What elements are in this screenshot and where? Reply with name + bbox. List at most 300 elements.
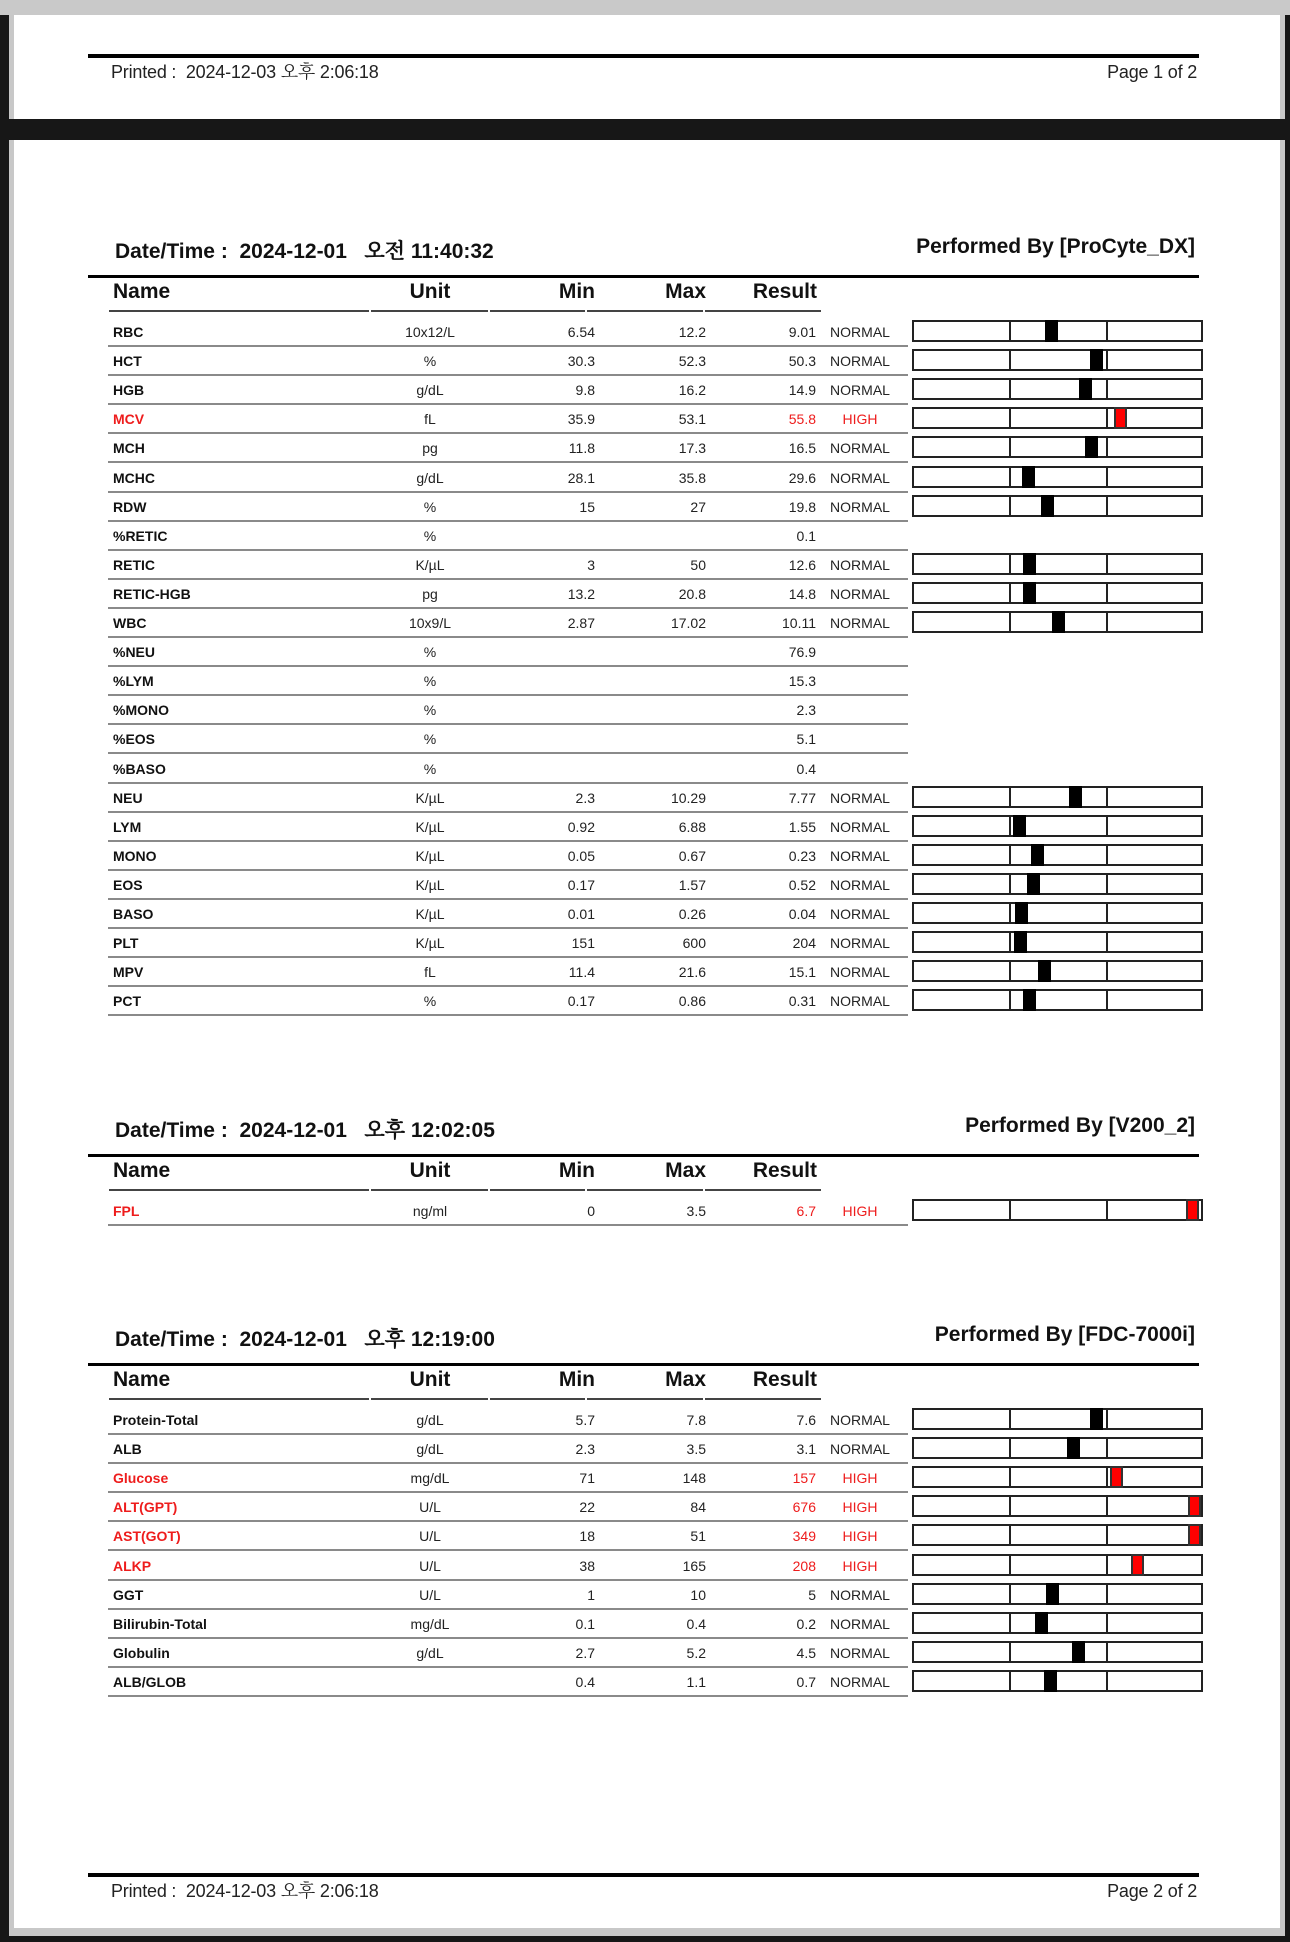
- cell-flag: NORMAL: [830, 847, 890, 864]
- gauge-max-divider: [1106, 875, 1108, 893]
- table-row: [0, 1493, 1290, 1522]
- range-gauge: [912, 873, 1203, 895]
- table-row: [0, 609, 1290, 638]
- gauge-max-divider: [1106, 409, 1108, 427]
- table-row: [0, 405, 1290, 434]
- gauge-marker: [1052, 611, 1065, 633]
- cell-max: 50: [690, 556, 706, 573]
- cell-name: Glucose: [113, 1470, 169, 1487]
- cell-unit: K/µL: [415, 847, 445, 864]
- table-row: [0, 1197, 1290, 1226]
- gauge-min-divider: [1009, 846, 1011, 864]
- gauge-marker: [1090, 1408, 1103, 1430]
- gauge-marker: [1015, 902, 1028, 924]
- gauge-marker: [1069, 786, 1082, 808]
- cell-max: 0.4: [686, 1615, 706, 1632]
- header-underline: [371, 310, 488, 312]
- cell-flag: NORMAL: [830, 1673, 890, 1690]
- range-gauge: [912, 1495, 1203, 1517]
- cell-name: %BASO: [113, 760, 166, 777]
- cell-flag: NORMAL: [830, 993, 890, 1010]
- table-row: [0, 376, 1290, 405]
- gauge-max-divider: [1106, 1468, 1108, 1486]
- gauge-marker: [1085, 436, 1098, 458]
- cell-name: MCHC: [113, 469, 155, 486]
- range-gauge: [912, 1408, 1203, 1430]
- cell-max: 3.5: [686, 1441, 706, 1458]
- cell-max: 0.67: [678, 847, 706, 864]
- cell-flag: NORMAL: [830, 935, 890, 952]
- section-datetime: [115, 1114, 495, 1144]
- gauge-marker: [1013, 815, 1026, 837]
- column-header-result: Result: [752, 280, 817, 303]
- column-header-max: Max: [665, 1159, 706, 1182]
- cell-result: 676: [792, 1499, 816, 1516]
- printed-label: Printed :: [111, 1881, 177, 1901]
- gauge-min-divider: [1009, 1585, 1011, 1603]
- gauge-min-divider: [1009, 875, 1011, 893]
- gauge-max-divider: [1106, 555, 1108, 573]
- column-header-unit: Unit: [409, 280, 451, 303]
- header-underline: [109, 1398, 369, 1400]
- gauge-min-divider: [1009, 1643, 1011, 1661]
- range-gauge: [912, 815, 1203, 837]
- gauge-min-divider: [1009, 438, 1011, 456]
- cell-flag: NORMAL: [830, 469, 890, 486]
- range-gauge: [912, 378, 1203, 400]
- cell-result: 204: [792, 935, 816, 952]
- cell-result: 7.77: [788, 789, 816, 806]
- gauge-max-divider: [1106, 1585, 1108, 1603]
- cell-flag: HIGH: [842, 1470, 878, 1487]
- gauge-min-divider: [1009, 555, 1011, 573]
- gauge-marker: [1023, 553, 1036, 575]
- gauge-max-divider: [1106, 380, 1108, 398]
- range-gauge: [912, 553, 1203, 575]
- gauge-min-divider: [1009, 788, 1011, 806]
- cell-name: Protein-Total: [113, 1412, 199, 1428]
- header-underline: [705, 310, 821, 312]
- gauge-max-divider: [1106, 1410, 1108, 1428]
- table-row: [0, 522, 1290, 551]
- cell-result: 5.1: [796, 731, 816, 748]
- table-row: [0, 1668, 1290, 1697]
- header-underline: [371, 1189, 488, 1191]
- gauge-marker: [1114, 407, 1127, 429]
- cell-unit: K/µL: [415, 906, 445, 922]
- cell-min: 6.54: [567, 324, 595, 340]
- cell-unit: U/L: [419, 1586, 441, 1603]
- table-row: [0, 1552, 1290, 1581]
- row-divider: [108, 1695, 908, 1697]
- cell-min: 0.17: [567, 876, 595, 893]
- cell-flag: NORMAL: [830, 382, 890, 399]
- cell-max: 21.6: [678, 964, 706, 981]
- cell-min: 15: [579, 498, 595, 515]
- gauge-min-divider: [1009, 351, 1011, 369]
- gauge-min-divider: [1009, 817, 1011, 835]
- header-underline: [490, 310, 585, 312]
- range-gauge: [912, 582, 1203, 604]
- cell-result: 14.8: [788, 585, 816, 602]
- gauge-max-divider: [1106, 1497, 1108, 1515]
- cell-min: 71: [579, 1470, 595, 1487]
- cell-result: 157: [792, 1470, 816, 1487]
- gauge-marker: [1110, 1466, 1123, 1488]
- cell-unit: K/µL: [415, 876, 445, 893]
- table-row: [0, 725, 1290, 754]
- gauge-marker: [1038, 960, 1051, 982]
- cell-result: 0.23: [788, 847, 816, 864]
- performed-by: Performed By [FDC-7000i]: [934, 1323, 1195, 1346]
- cell-min: 151: [571, 935, 595, 952]
- section-datetime: [115, 1323, 495, 1353]
- table-row: [0, 1581, 1290, 1610]
- performed-by: Performed By [ProCyte_DX]: [916, 235, 1195, 258]
- column-header-name: Name: [113, 1368, 171, 1391]
- table-row: [0, 1435, 1290, 1464]
- column-header-result: Result: [752, 1368, 817, 1391]
- cell-result: 349: [792, 1528, 816, 1545]
- page-number: Page 2 of 2: [1107, 1881, 1197, 1901]
- cell-name: %EOS: [113, 731, 156, 748]
- cell-unit: 10x12/L: [405, 324, 455, 340]
- gauge-marker: [1072, 1641, 1085, 1663]
- cell-name: %LYM: [113, 673, 154, 690]
- header-underline: [109, 310, 369, 312]
- cell-max: 27: [690, 498, 706, 515]
- cell-name: RDW: [113, 498, 147, 515]
- range-gauge: [912, 1199, 1203, 1221]
- table-row: [0, 551, 1290, 580]
- cell-flag: NORMAL: [830, 585, 890, 602]
- cell-max: 600: [682, 935, 706, 952]
- table-row: [0, 1522, 1290, 1551]
- cell-max: 84: [690, 1499, 706, 1516]
- cell-result: 208: [792, 1557, 816, 1574]
- cell-name: PLT: [113, 935, 139, 952]
- cell-min: 1: [587, 1586, 595, 1603]
- page-number: Page 1 of 2: [1107, 62, 1197, 82]
- column-header-name: Name: [113, 280, 171, 303]
- cell-name: ALB: [113, 1441, 142, 1458]
- table-row: [0, 318, 1290, 347]
- gauge-max-divider: [1106, 788, 1108, 806]
- cell-min: 35.9: [567, 411, 595, 428]
- range-gauge: [912, 931, 1203, 953]
- gauge-min-divider: [1009, 322, 1011, 340]
- cell-result: 12.6: [788, 556, 816, 573]
- cell-max: 10.29: [670, 789, 706, 806]
- cell-flag: NORMAL: [830, 876, 890, 893]
- gauge-min-divider: [1009, 1497, 1011, 1515]
- header-underline: [705, 1398, 821, 1400]
- table-row: [0, 929, 1290, 958]
- cell-min: 22: [579, 1499, 595, 1516]
- section-rule: [88, 275, 1199, 278]
- cell-min: 0.92: [567, 818, 595, 835]
- gauge-min-divider: [1009, 1468, 1011, 1486]
- cell-max: 52.3: [678, 353, 706, 370]
- datetime-value: 2024-12-01 오후 12:19:00: [239, 1328, 495, 1351]
- column-header-max: Max: [665, 1368, 706, 1391]
- cell-flag: NORMAL: [830, 1441, 890, 1458]
- table-row: [0, 755, 1290, 784]
- gauge-marker: [1014, 931, 1027, 953]
- cell-result: 29.6: [788, 469, 816, 486]
- table-row: [0, 1406, 1290, 1435]
- cell-min: 11.8: [568, 440, 595, 457]
- cell-name: MONO: [113, 847, 157, 864]
- cell-min: 38: [579, 1557, 595, 1574]
- header-underline: [587, 1398, 703, 1400]
- cell-max: 1.57: [678, 876, 706, 893]
- cell-name: RBC: [113, 324, 144, 340]
- column-header-name: Name: [113, 1159, 171, 1182]
- cell-unit: %: [423, 498, 437, 515]
- gauge-max-divider: [1106, 1672, 1108, 1690]
- page-1-printed: [111, 58, 379, 84]
- gauge-max-divider: [1106, 1614, 1108, 1632]
- cell-name: RETIC: [113, 556, 155, 573]
- gauge-max-divider: [1106, 904, 1108, 922]
- cell-max: 0.86: [678, 993, 706, 1010]
- cell-unit: mg/dL: [410, 1615, 450, 1632]
- row-divider: [108, 1224, 908, 1226]
- cell-result: 0.04: [788, 906, 816, 922]
- cell-name: HGB: [113, 382, 145, 399]
- cell-flag: NORMAL: [830, 1586, 890, 1603]
- performed-by: Performed By [V200_2]: [965, 1114, 1195, 1137]
- cell-result: 55.8: [788, 411, 816, 428]
- cell-unit: %: [423, 731, 437, 748]
- cell-flag: NORMAL: [830, 556, 890, 573]
- cell-max: 16.2: [678, 382, 706, 399]
- cell-name: ALT(GPT): [113, 1499, 178, 1516]
- header-underline: [490, 1189, 585, 1191]
- cell-flag: NORMAL: [830, 789, 890, 806]
- cell-min: 9.8: [575, 382, 595, 399]
- cell-max: 7.8: [686, 1412, 706, 1428]
- gauge-marker: [1188, 1495, 1201, 1517]
- gauge-max-divider: [1106, 497, 1108, 515]
- column-header-unit: Unit: [409, 1159, 451, 1182]
- cell-min: 0: [587, 1203, 595, 1219]
- cell-name: MCH: [113, 440, 145, 457]
- range-gauge: [912, 902, 1203, 924]
- cell-unit: g/dL: [416, 1412, 444, 1428]
- gauge-marker: [1079, 378, 1092, 400]
- gauge-marker: [1131, 1554, 1144, 1576]
- gauge-marker: [1186, 1199, 1199, 1221]
- cell-unit: %: [423, 760, 437, 777]
- cell-min: 2.3: [575, 789, 595, 806]
- range-gauge: [912, 1612, 1203, 1634]
- cell-flag: NORMAL: [830, 1615, 890, 1632]
- range-gauge: [912, 786, 1203, 808]
- cell-max: 3.5: [686, 1203, 706, 1219]
- range-gauge: [912, 611, 1203, 633]
- cell-unit: %: [423, 673, 437, 690]
- cell-max: 1.1: [686, 1673, 706, 1690]
- cell-name: NEU: [113, 789, 143, 806]
- header-underline: [109, 1189, 369, 1191]
- cell-result: 15.1: [788, 964, 816, 981]
- cell-unit: fL: [424, 964, 436, 981]
- gauge-max-divider: [1106, 1556, 1108, 1574]
- header-underline: [705, 1189, 821, 1191]
- gauge-max-divider: [1106, 1201, 1108, 1219]
- printed-value: 2024-12-03 오후 2:06:18: [185, 1881, 379, 1901]
- gauge-max-divider: [1106, 933, 1108, 951]
- gauge-min-divider: [1009, 1672, 1011, 1690]
- cell-min: 0.4: [575, 1673, 595, 1690]
- gauge-min-divider: [1009, 1526, 1011, 1544]
- range-gauge: [912, 407, 1203, 429]
- gauge-min-divider: [1009, 1556, 1011, 1574]
- range-gauge: [912, 1670, 1203, 1692]
- cell-name: PCT: [113, 993, 141, 1010]
- cell-unit: g/dL: [416, 382, 444, 399]
- table-row: [0, 464, 1290, 493]
- cell-name: Globulin: [113, 1644, 170, 1661]
- page-2-printed: [111, 1877, 379, 1903]
- cell-result: 0.31: [788, 993, 816, 1010]
- cell-min: 30.3: [567, 353, 595, 370]
- gauge-marker: [1044, 1670, 1057, 1692]
- cell-unit: g/dL: [416, 469, 444, 486]
- column-header-min: Min: [558, 280, 595, 303]
- cell-result: 4.5: [796, 1644, 816, 1661]
- gauge-min-divider: [1009, 613, 1011, 631]
- printed-value: 2024-12-03 오후 2:06:18: [185, 62, 379, 82]
- cell-result: 0.7: [796, 1673, 816, 1690]
- cell-result: 14.9: [788, 382, 816, 399]
- gauge-min-divider: [1009, 380, 1011, 398]
- cell-unit: fL: [424, 411, 436, 428]
- cell-result: 10.11: [782, 615, 816, 631]
- cell-max: 10: [690, 1586, 706, 1603]
- cell-max: 6.88: [678, 818, 706, 835]
- table-row: [0, 813, 1290, 842]
- cell-unit: K/µL: [415, 789, 445, 806]
- gauge-max-divider: [1106, 613, 1108, 631]
- gauge-marker: [1188, 1524, 1201, 1546]
- gauge-max-divider: [1106, 846, 1108, 864]
- table-row: [0, 1464, 1290, 1493]
- cell-max: 51: [690, 1528, 706, 1545]
- cell-result: 9.01: [788, 324, 816, 340]
- cell-max: 148: [682, 1470, 706, 1487]
- cell-unit: %: [423, 527, 437, 544]
- gauge-max-divider: [1106, 584, 1108, 602]
- cell-flag: NORMAL: [830, 964, 890, 981]
- cell-result: 16.5: [788, 440, 816, 457]
- cell-max: 17.3: [678, 440, 706, 457]
- gauge-min-divider: [1009, 1201, 1011, 1219]
- range-gauge: [912, 1437, 1203, 1459]
- table-row: [0, 347, 1290, 376]
- range-gauge: [912, 1554, 1203, 1576]
- cell-name: FPL: [113, 1203, 140, 1219]
- gauge-marker: [1045, 320, 1058, 342]
- cell-max: 53.1: [678, 411, 706, 428]
- gauge-max-divider: [1106, 468, 1108, 486]
- cell-result: 15.3: [788, 673, 816, 690]
- gauge-min-divider: [1009, 962, 1011, 980]
- datetime-value: 2024-12-01 오전 11:40:32: [239, 240, 494, 263]
- cell-flag: HIGH: [842, 411, 878, 428]
- range-gauge: [912, 320, 1203, 342]
- gauge-min-divider: [1009, 497, 1011, 515]
- cell-min: 13.2: [567, 585, 595, 602]
- gauge-max-divider: [1106, 438, 1108, 456]
- cell-unit: g/dL: [416, 1644, 444, 1661]
- cell-unit: %: [423, 993, 437, 1010]
- cell-flag: NORMAL: [830, 906, 890, 922]
- cell-name: %NEU: [113, 644, 156, 661]
- cell-min: 0.1: [575, 1615, 595, 1632]
- table-row: [0, 493, 1290, 522]
- viewer-top-band: [0, 0, 1290, 15]
- table-row: [0, 1639, 1290, 1668]
- range-gauge: [912, 989, 1203, 1011]
- gauge-min-divider: [1009, 991, 1011, 1009]
- range-gauge: [912, 349, 1203, 371]
- cell-flag: HIGH: [842, 1528, 878, 1545]
- cell-name: ALB/GLOB: [113, 1673, 187, 1690]
- cell-name: AST(GOT): [113, 1528, 181, 1545]
- cell-result: 0.1: [796, 527, 816, 544]
- cell-flag: NORMAL: [830, 1412, 890, 1428]
- range-gauge: [912, 1583, 1203, 1605]
- column-header-max: Max: [665, 280, 706, 303]
- table-row: [0, 1610, 1290, 1639]
- gauge-min-divider: [1009, 409, 1011, 427]
- range-gauge: [912, 495, 1203, 517]
- cell-name: %MONO: [113, 702, 169, 719]
- cell-unit: pg: [422, 440, 438, 457]
- range-gauge: [912, 1466, 1203, 1488]
- gauge-min-divider: [1009, 1410, 1011, 1428]
- gauge-min-divider: [1009, 1614, 1011, 1632]
- cell-min: 0.05: [567, 847, 595, 864]
- cell-unit: U/L: [419, 1499, 441, 1516]
- datetime-value: 2024-12-01 오후 12:02:05: [239, 1119, 495, 1142]
- cell-unit: K/µL: [415, 935, 445, 952]
- range-gauge: [912, 844, 1203, 866]
- range-gauge: [912, 1641, 1203, 1663]
- gauge-marker: [1041, 495, 1054, 517]
- cell-flag: NORMAL: [830, 615, 890, 631]
- cell-result: 6.7: [796, 1203, 816, 1219]
- cell-min: 28.1: [567, 469, 595, 486]
- section-datetime: [115, 235, 494, 265]
- row-divider: [108, 1014, 908, 1016]
- cell-name: LYM: [113, 818, 142, 835]
- table-row: [0, 667, 1290, 696]
- cell-name: WBC: [113, 615, 147, 631]
- table-row: [0, 958, 1290, 987]
- cell-unit: 10x9/L: [408, 615, 452, 631]
- cell-min: 2.3: [575, 1441, 595, 1458]
- cell-max: 20.8: [678, 585, 706, 602]
- datetime-label: Date/Time :: [115, 240, 228, 263]
- cell-result: 7.6: [796, 1412, 816, 1428]
- gauge-max-divider: [1106, 1643, 1108, 1661]
- cell-min: 3: [587, 556, 595, 573]
- cell-result: 19.8: [788, 498, 816, 515]
